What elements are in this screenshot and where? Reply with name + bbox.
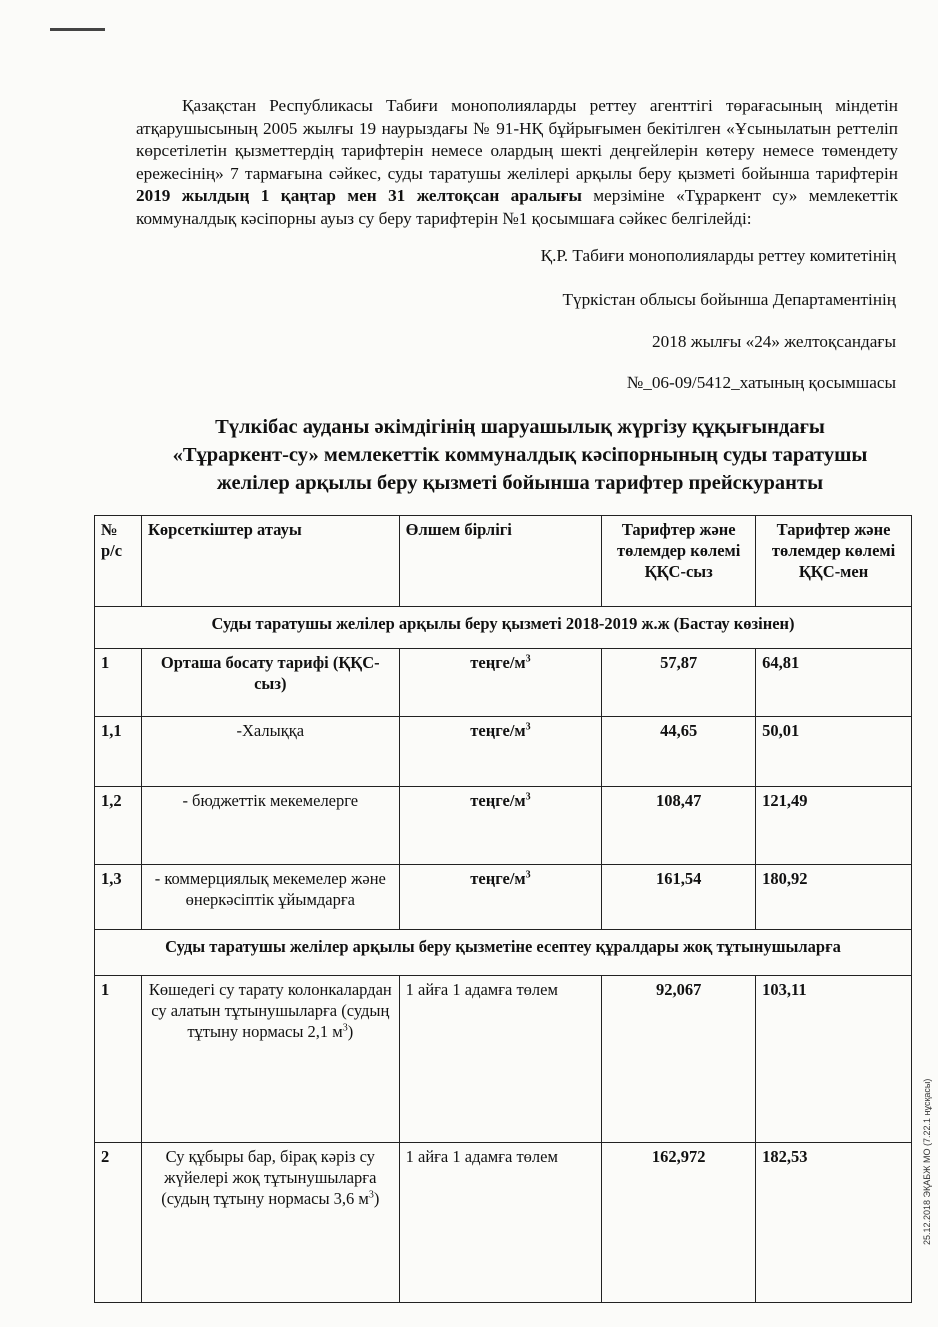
scan-mark xyxy=(50,28,105,31)
section-row: Суды таратушы желілер арқылы беру қызметіне есептеу құралдары жоқ тұтынушыларға xyxy=(95,930,912,976)
header-no-vat: Тарифтер және төлемдер көлемі ҚҚС-сыз xyxy=(602,516,756,607)
approval-line-1: Қ.Р. Табиғи монополияларды реттеу комитетінің xyxy=(540,246,896,265)
table-row: 1 Көшедегі су тарату колонкалардан су алатын тұтынушыларға (судың тұтыну нормасы 2,1 $м^3$) 1 айға 1 адамға төлем 92,067 103,11 xyxy=(95,976,912,1143)
header-vat: Тарифтер және төлемдер көлемі ҚҚС-мен xyxy=(756,516,912,607)
intro-paragraph: Қазақстан Республикасы Табиғи монополияларды реттеу агенттігі төрағасының міндетін атқарушысының 2005 жылғы 19 наурыздағы № 91-НҚ бұйрығымен бекітілген «Ұсынылатын реттеліп көрсетілетін қызметтердің тарифтерін немесе олардың шекті деңгейлерін көтеру немесе төмендету ережесінің» 7 тармағына сәйкес, суды таратушы желілері арқылы беру қызметі бойынша тарифтерін 2019 жылдың 1 қаңтар мен 31 желтоқсан аралығы мерзіміне «Тұраркент су» мемлекеттік коммуналдық кәсіпорны ауыз су беру тарифтерін №1 қосымшаға сәйкес белгілейді: xyxy=(136,96,898,228)
header-unit: Өлшем бірлігі xyxy=(399,516,602,607)
table-row: 1,3 - коммерциялық мекемелер және өнеркәсіптік ұйымдарға теңге/$м^3$ 161,54 180,92 xyxy=(95,865,912,930)
tariff-table xyxy=(94,515,912,1303)
table-row: 1,2 - бюджеттік мекемелерге теңге/$м^3$ 108,47 121,49 xyxy=(95,787,912,865)
table-row: 2 Су құбыры бар, бірақ кәріз су жүйелері жоқ тұтынушыларға (судың тұтыну нормасы 3,6 $м^3$) 1 айға 1 адамға төлем 162,972 182,53 xyxy=(95,1143,912,1303)
page-title: Түлкібас ауданы әкімдігінің шаруашылық жүргізу құқығындағы «Тұраркент-су» мемлекеттік коммуналдық кәсіпорнының суды таратушы желілер арқылы беру қызметі бойынша тарифтер прейскуранты xyxy=(172,416,868,494)
section-row: Суды таратушы желілер арқылы беру қызметі 2018-2019 ж.ж (Бастау көзінен) xyxy=(95,607,912,649)
approval-line-4: №_06-09/5412_хатының қосымшасы xyxy=(626,373,896,392)
approval-line-2: Түркістан облысы бойынша Департаментінің xyxy=(562,290,896,309)
header-name: Көрсеткіштер атауы xyxy=(141,516,399,607)
table-row: 1 Орташа босату тарифі (ҚҚС-сыз) теңге/$м^3$ 57,87 64,81 xyxy=(95,649,912,717)
header-no: № р/с xyxy=(95,516,142,607)
table-header-row xyxy=(95,516,912,607)
side-stamp: 25.12.2018 ЭҚАБЖ МО (7.22.1 нұсқасы) xyxy=(922,1078,932,1245)
approval-line-3: 2018 жылғы «24» желтоқсандағы xyxy=(652,332,896,351)
table-row: 1,1 -Халыққа теңге/$м^3$ 44,65 50,01 xyxy=(95,717,912,787)
